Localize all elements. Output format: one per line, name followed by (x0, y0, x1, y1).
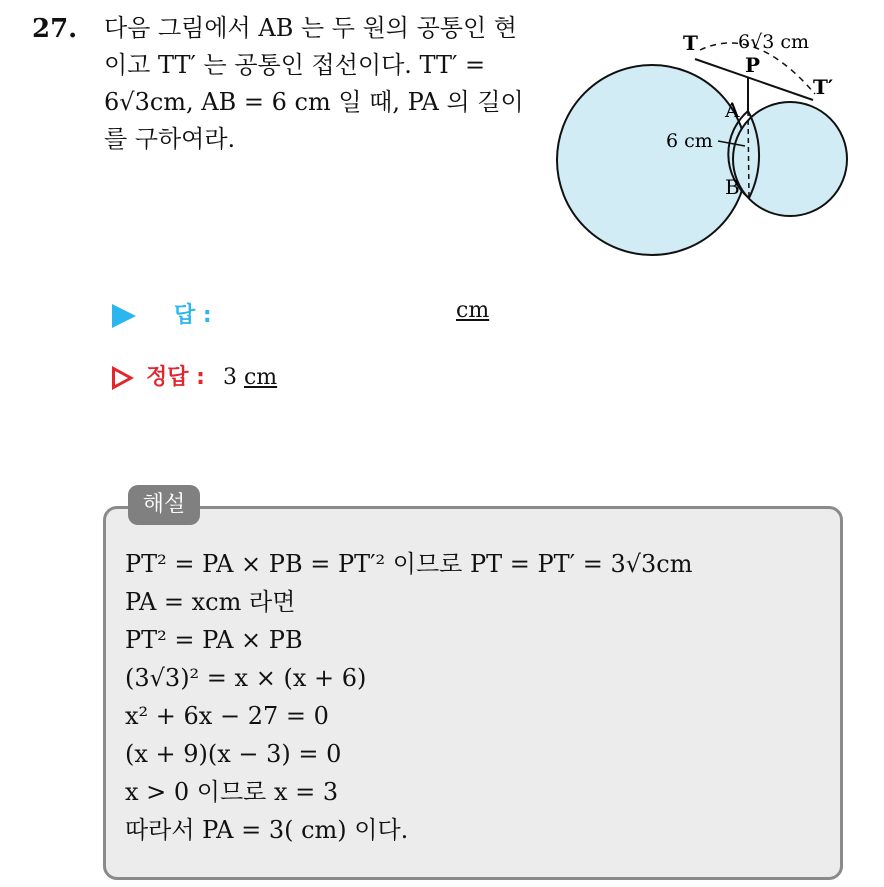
large-circle (557, 65, 747, 255)
correct-unit: cm (243, 365, 278, 390)
solution-line-5: x² + 6x − 27 = 0 (125, 702, 329, 730)
solution-line-1: PT² = PA × PB = PT′² 이므로 PT = PT′ = 3√3cm (125, 550, 693, 578)
answer-unit: cm (456, 298, 490, 323)
correct-label: 정답 : (146, 365, 205, 390)
two-circles-figure (545, 22, 865, 262)
solution-line-7: x > 0 이므로 x = 3 (125, 778, 339, 806)
correct-row (112, 360, 277, 391)
label-T-prime: T′ (813, 75, 834, 99)
label-A: A (725, 98, 740, 122)
question-number: 27. (32, 14, 78, 44)
label-ab-length: 6 cm (666, 130, 713, 152)
correct-value: 3 (222, 365, 237, 390)
small-circle (733, 102, 847, 216)
solution-line-4: (3√3)² = x × (x + 6) (125, 664, 367, 692)
question-line-1: 다음 그림에서 AB 는 두 원의 공통인 현 (104, 14, 517, 42)
solution-line-8: 따라서 PA = 3( cm) 이다. (125, 816, 409, 844)
label-T: T (683, 31, 698, 55)
solution-line-3: PT² = PA × PB (125, 626, 303, 654)
solution-line-6: (x + 9)(x − 3) = 0 (125, 740, 342, 768)
question-line-2: 이고 TT′ 는 공통인 접선이다. TT′ = (104, 51, 486, 79)
question-line-4: 를 구하여라. (104, 125, 236, 153)
answer-row (112, 298, 212, 329)
question-line-3: 6√3cm, AB = 6 cm 일 때, PA 의 길이 (104, 88, 524, 116)
answer-label: 답 : (174, 303, 212, 328)
label-P: P (745, 53, 761, 77)
label-tt-length: 6√3 cm (738, 31, 809, 53)
label-B: B (725, 175, 740, 199)
play-arrow-icon (112, 304, 136, 328)
solution-line-2: PA = xcm 라면 (125, 588, 296, 616)
outline-arrow-icon (112, 366, 134, 390)
solution-tab: 해설 (128, 485, 200, 525)
